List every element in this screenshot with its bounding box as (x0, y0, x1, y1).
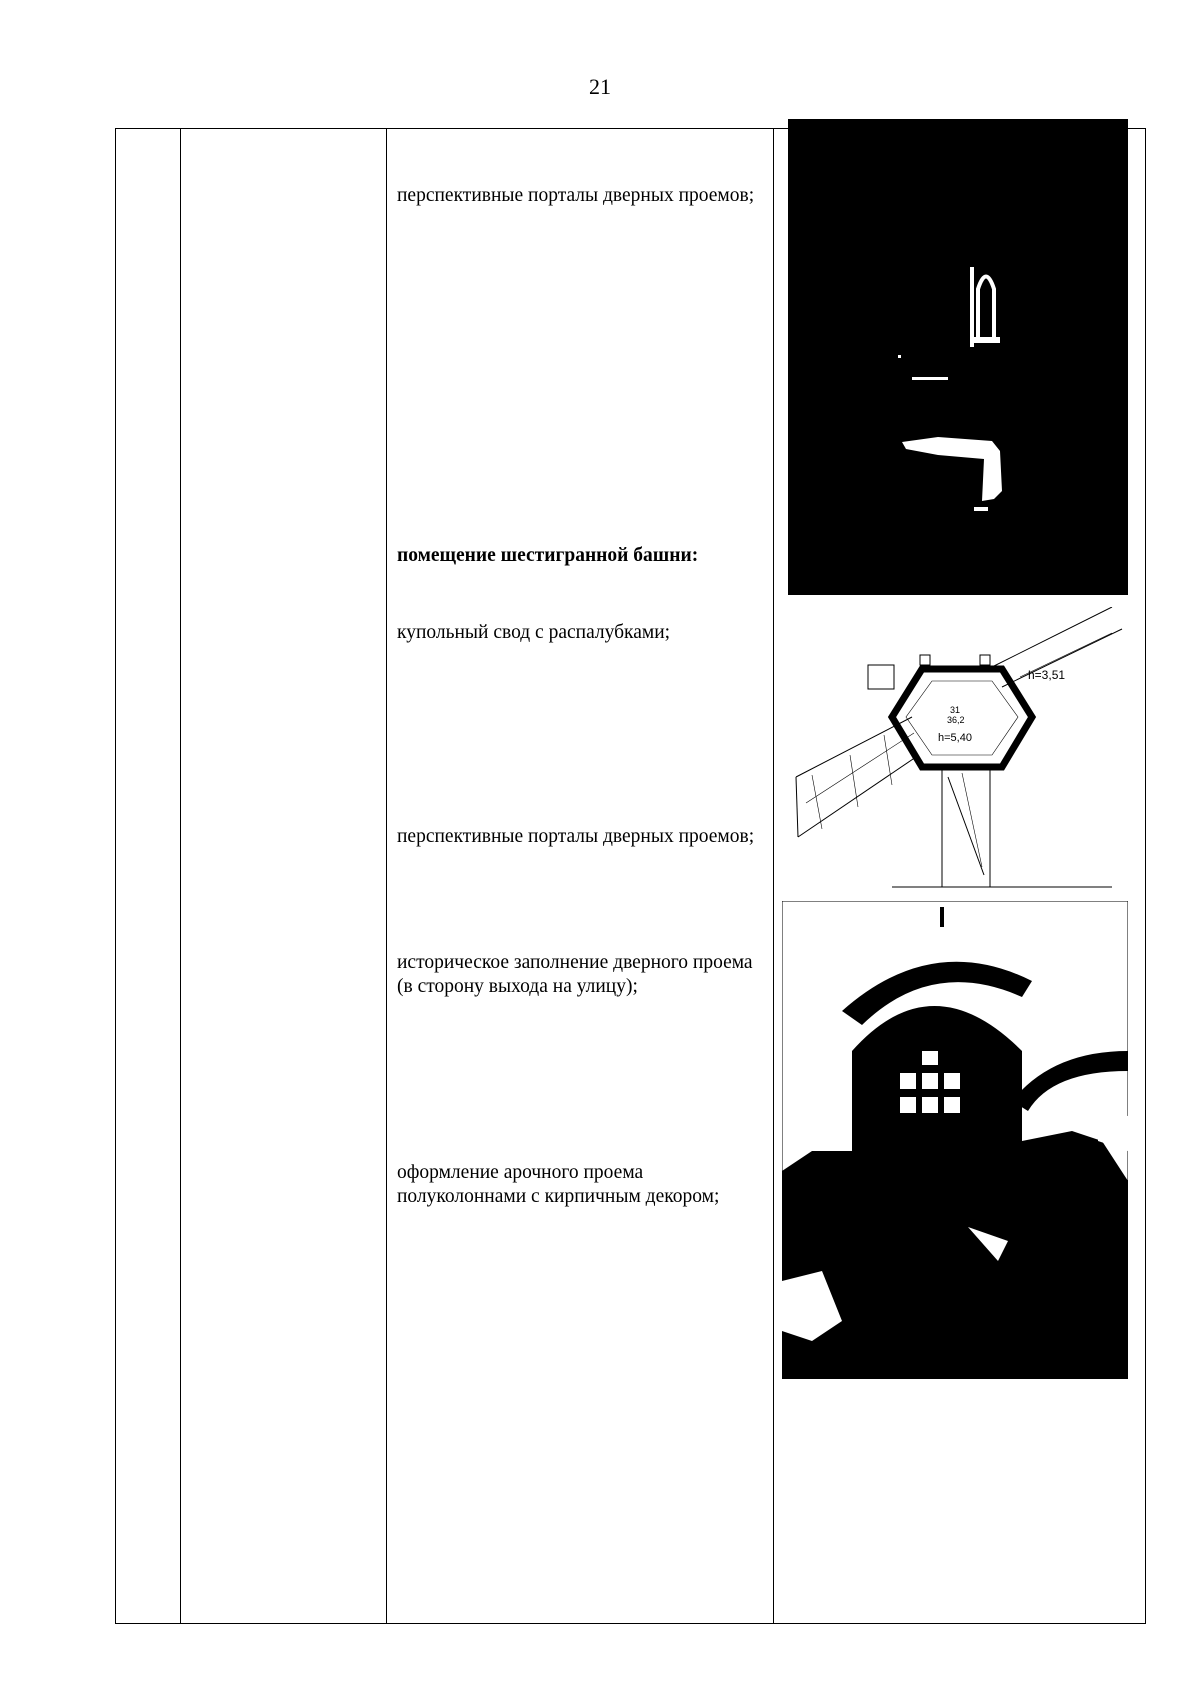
arched-doorway-photo (782, 901, 1128, 1379)
entry-arched-opening-decor: оформление арочного проема полуколоннами с кирпичным декором; (397, 1162, 720, 1207)
plan-label-room-number: 31 (950, 705, 961, 715)
plan-label-area: 36,2 (947, 715, 965, 725)
column-divider (386, 129, 387, 1623)
entry-historic-door-filling: историческое заполнение дверного проема (в сторону выхода на улицу); (397, 952, 753, 997)
entry-dome-vault: купольный свод с распалубками; (397, 622, 671, 643)
heritage-table (115, 128, 1146, 1624)
section-heading-hexagonal-tower: помещение шестигранной башни: (397, 545, 699, 566)
interior-photo (788, 119, 1128, 595)
page-number: 21 (589, 74, 611, 99)
entry-door-portals-tower: перспективные порталы дверных проемов; (397, 826, 755, 847)
entry-door-portals: перспективные порталы дверных проемов; (397, 185, 755, 206)
column-divider (773, 129, 774, 1623)
plan-label-height-a: h=3,51 (1028, 668, 1066, 682)
column-divider (180, 129, 181, 1623)
plan-label-height-b: h=5,40 (938, 732, 972, 744)
floor-plan-drawing (792, 607, 1128, 897)
